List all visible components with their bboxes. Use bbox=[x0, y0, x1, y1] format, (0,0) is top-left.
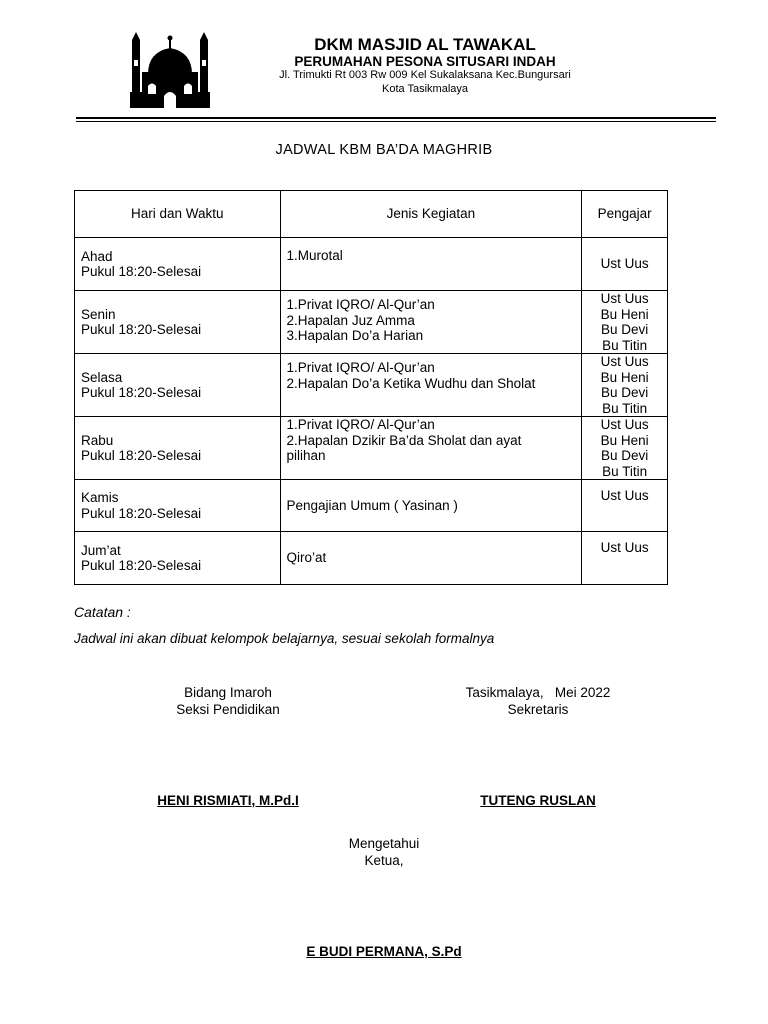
signature-left-block bbox=[128, 684, 328, 718]
org-name: DKM MASJID AL TAWAKAL bbox=[314, 35, 536, 54]
day-cell bbox=[75, 480, 281, 532]
column-header-activity: Jenis Kegiatan bbox=[280, 191, 582, 238]
table-row bbox=[75, 532, 668, 585]
teacher-name: Bu Heni bbox=[600, 432, 649, 448]
signature-center-name: E BUDI PERMANA, S.Pd bbox=[306, 944, 462, 959]
teacher-name: Bu Devi bbox=[601, 385, 649, 400]
day-name: Senin bbox=[81, 306, 116, 322]
teacher-name: Bu Heni bbox=[600, 369, 649, 385]
activity-item: 2.Hapalan Do’a Ketika Wudhu dan Sholat bbox=[286, 375, 536, 391]
teacher-name: Bu Titin bbox=[602, 337, 648, 353]
teacher-cell bbox=[582, 291, 668, 354]
activity-item: 1.Privat IQRO/ Al-Qur’an bbox=[286, 297, 435, 312]
notes-text: Jadwal ini akan dibuat kelompok belajarnya, sesuai sekolah formalnya bbox=[74, 631, 495, 646]
activity-cell bbox=[280, 532, 582, 585]
signature-right-block bbox=[438, 684, 638, 718]
day-name: Kamis bbox=[81, 490, 119, 505]
teacher-name: Ust Uus bbox=[600, 417, 649, 432]
column-header-day: Hari dan Waktu bbox=[75, 191, 281, 238]
page-title: JADWAL KBM BA’DA MAGHRIB bbox=[275, 142, 493, 158]
activity-cell bbox=[280, 238, 582, 291]
day-time: Pukul 18:20-Selesai bbox=[81, 558, 202, 573]
activity-item: 3.Hapalan Do’a Harian bbox=[286, 328, 424, 343]
signature-right-name: TUTENG RUSLAN bbox=[480, 793, 596, 808]
activity-item: Pengajian Umum ( Yasinan ) bbox=[286, 497, 458, 513]
day-name: Jum’at bbox=[81, 542, 121, 558]
signature-center-title: Mengetahui bbox=[348, 836, 420, 851]
signature-center-block bbox=[284, 835, 484, 869]
teacher-cell bbox=[582, 354, 668, 417]
table-row bbox=[75, 417, 668, 480]
teacher-name: Bu Titin bbox=[602, 400, 648, 416]
day-name: Ahad bbox=[81, 248, 113, 264]
teacher-name: Ust Uus bbox=[600, 291, 649, 306]
activity-item: Qiro’at bbox=[286, 550, 327, 566]
table-row bbox=[75, 480, 668, 532]
teacher-name: Ust Uus bbox=[600, 540, 649, 555]
activity-item: 1.Privat IQRO/ Al-Qur’an bbox=[286, 417, 435, 432]
mosque-logo-icon bbox=[130, 30, 210, 110]
activity-item: pilihan bbox=[286, 448, 326, 463]
day-cell bbox=[75, 291, 281, 354]
day-cell bbox=[75, 417, 281, 480]
activity-item: 1.Murotal bbox=[286, 248, 343, 263]
housing-name: PERUMAHAN PESONA SITUSARI INDAH bbox=[294, 54, 556, 69]
teacher-cell bbox=[582, 480, 668, 532]
signature-left-title: Bidang Imaroh bbox=[184, 685, 272, 700]
column-header-teacher: Pengajar bbox=[582, 191, 668, 238]
header-divider-thick bbox=[76, 117, 716, 119]
day-time: Pukul 18:20-Selesai bbox=[81, 264, 202, 279]
day-cell bbox=[75, 238, 281, 291]
activity-cell bbox=[280, 480, 582, 532]
header-divider-thin bbox=[76, 121, 716, 122]
table-header-row bbox=[75, 191, 668, 238]
activity-cell bbox=[280, 417, 582, 480]
day-time: Pukul 18:20-Selesai bbox=[81, 385, 202, 400]
teacher-cell bbox=[582, 417, 668, 480]
signature-left-subtitle: Seksi Pendidikan bbox=[176, 702, 280, 717]
day-cell bbox=[75, 532, 281, 585]
table-row bbox=[75, 238, 668, 291]
day-time: Pukul 18:20-Selesai bbox=[81, 505, 202, 521]
day-time: Pukul 18:20-Selesai bbox=[81, 448, 202, 463]
address: Jl. Trimukti Rt 003 Rw 009 Kel Sukalaksana Kec.Bungursari bbox=[279, 69, 571, 81]
city: Kota Tasikmalaya bbox=[381, 83, 468, 95]
table-row bbox=[75, 354, 668, 417]
teacher-cell bbox=[582, 532, 668, 585]
teacher-name: Bu Titin bbox=[602, 463, 648, 479]
day-name: Selasa bbox=[81, 369, 123, 385]
notes-label: Catatan : bbox=[74, 604, 131, 620]
day-name: Rabu bbox=[81, 432, 114, 448]
table-row bbox=[75, 291, 668, 354]
teacher-name: Bu Devi bbox=[601, 448, 649, 463]
signature-right-place-date: Tasikmalaya, Mei 2022 bbox=[465, 685, 611, 700]
signature-left-name: HENI RISMIATI, M.Pd.I bbox=[157, 793, 299, 808]
signature-right-title: Sekretaris bbox=[507, 702, 569, 717]
schedule-table bbox=[74, 190, 668, 585]
signature-center-subtitle: Ketua, bbox=[364, 853, 404, 868]
activity-item: 1.Privat IQRO/ Al-Qur’an bbox=[286, 360, 435, 375]
teacher-name: Ust Uus bbox=[600, 256, 649, 272]
activity-cell bbox=[280, 291, 582, 354]
activity-cell bbox=[280, 354, 582, 417]
teacher-name: Ust Uus bbox=[600, 488, 649, 503]
teacher-name: Bu Heni bbox=[600, 306, 649, 322]
activity-item: 2.Hapalan Juz Amma bbox=[286, 312, 415, 328]
teacher-name: Ust Uus bbox=[600, 354, 649, 369]
day-time: Pukul 18:20-Selesai bbox=[81, 322, 202, 337]
day-cell bbox=[75, 354, 281, 417]
activity-item: 2.Hapalan Dzikir Ba’da Sholat dan ayat bbox=[286, 432, 522, 448]
teacher-cell bbox=[582, 238, 668, 291]
teacher-name: Bu Devi bbox=[601, 322, 649, 337]
